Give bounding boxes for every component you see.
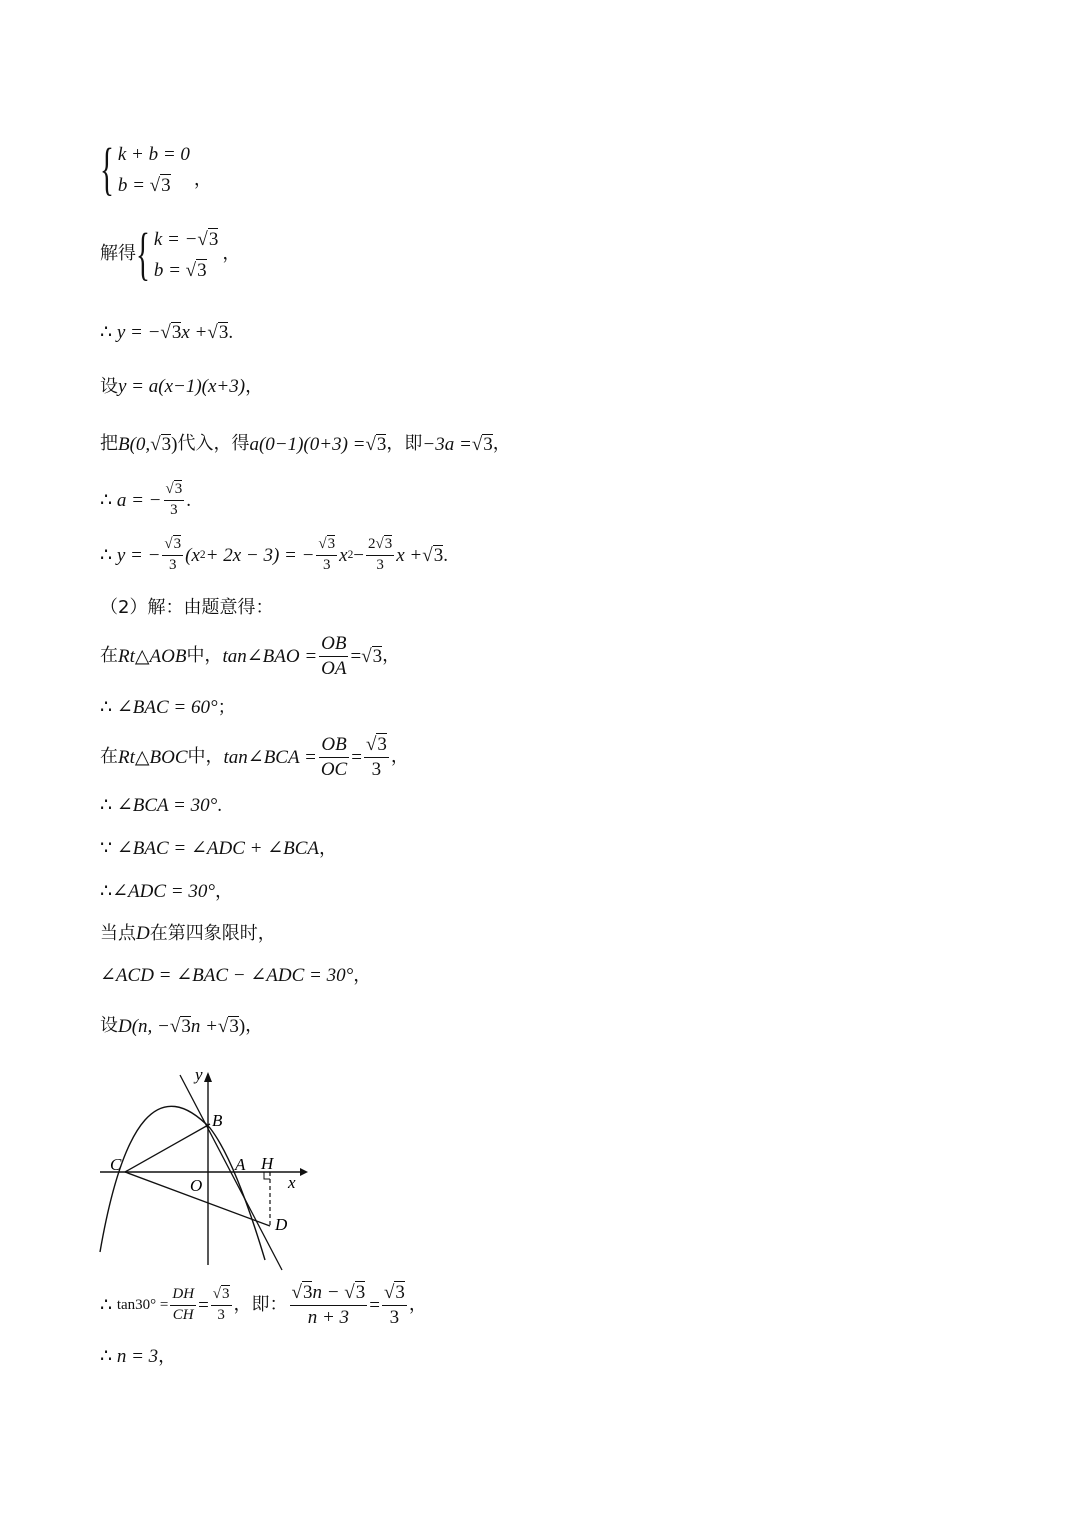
line-n-value	[100, 1347, 176, 1366]
expr: ∠BAC = ∠ADC + ∠BCA	[116, 838, 320, 859]
fraction	[319, 735, 349, 780]
fraction	[319, 634, 348, 679]
denominator: OA	[321, 657, 347, 679]
sqrt-radicand: 3	[218, 322, 229, 343]
line-tan-bao: 在 Rt△AOB 中， tan∠BAO = $\frac{OB}{OA}$ = √ 3 ，	[100, 633, 401, 679]
denominator: 3	[217, 1306, 225, 1323]
segment-cb	[125, 1124, 210, 1172]
expr: tan∠BAO =	[222, 645, 318, 667]
expr: )	[171, 433, 178, 455]
denominator: 3	[170, 501, 178, 518]
expr: D(n, −	[118, 1015, 170, 1037]
denominator: 3	[376, 556, 384, 573]
punct: .	[186, 489, 191, 511]
fraction: $\frac{2√3}{3}$	[368, 536, 393, 573]
system-row: k = −	[153, 229, 198, 250]
sqrt-radicand: 3	[222, 1286, 230, 1303]
line-set-parabola	[100, 377, 263, 396]
expr: D	[136, 923, 150, 944]
fraction: $\frac{√3n - √3}{n + 3}$	[291, 1282, 366, 1328]
label-y: y	[195, 1065, 203, 1084]
line-tan30	[100, 1283, 427, 1328]
expr: n = 3	[116, 1346, 159, 1367]
line-angle-sum	[100, 839, 337, 858]
sqrt-radicand: 3	[181, 1016, 191, 1037]
expr: x	[339, 544, 348, 566]
equation-system-1: { k + b = 0 b = √3 ，	[100, 136, 212, 201]
label-o: O	[190, 1176, 203, 1195]
expr: ∠ADC = 30°	[112, 881, 215, 902]
punct: .	[228, 321, 234, 343]
parabola-curve	[100, 1106, 265, 1260]
left-brace: {	[100, 136, 114, 201]
expr: x +	[181, 321, 208, 343]
sqrt-radicand: 3	[376, 434, 387, 455]
exponent: 2	[199, 548, 206, 561]
expr: a(0−1)(0+3) =	[249, 433, 366, 455]
y-axis-arrow	[204, 1072, 212, 1082]
coefficient: 2	[368, 536, 376, 552]
expr: tan30° =	[116, 1296, 169, 1313]
sqrt-radicand: 3	[327, 536, 336, 552]
therefore-symbol: ∴	[100, 697, 113, 718]
expr: x +	[396, 544, 423, 566]
right-angle-marker	[264, 1172, 270, 1179]
expr: )	[238, 1015, 246, 1037]
expr: =	[369, 1294, 380, 1316]
denominator: 3	[371, 758, 382, 780]
line-set-d: 设 D(n, − √ 3 n + √ 3 ) ，	[100, 1015, 264, 1037]
sqrt-radicand: 3	[174, 481, 183, 497]
label-h: H	[261, 1154, 274, 1173]
left-brace: {	[136, 221, 150, 286]
text: 在	[100, 645, 118, 667]
text: 中，	[186, 645, 223, 667]
system-row: b =	[117, 175, 150, 197]
numerator: DH	[170, 1287, 196, 1306]
sqrt-radicand: 3	[173, 536, 182, 552]
therefore-symbol: ∴	[100, 544, 113, 566]
therefore-symbol: ∴	[100, 1346, 113, 1367]
punct: ，	[319, 837, 338, 859]
denominator: 3	[169, 556, 177, 573]
fraction: $\frac{√3}{3}$	[318, 536, 336, 573]
expr: =	[351, 746, 362, 768]
therefore-symbol: ∴	[100, 795, 113, 816]
fraction: $\frac{√3}{3}$	[165, 481, 183, 518]
punct: ，	[408, 1294, 427, 1316]
fraction	[170, 1287, 196, 1324]
punct: ，	[158, 1345, 177, 1367]
punct: ，	[492, 433, 511, 454]
solve-label: 解得	[100, 243, 136, 265]
sqrt-radicand: 3	[302, 1282, 313, 1303]
sqrt-radicand: 3	[161, 175, 171, 197]
line-angle-adc	[100, 882, 233, 901]
label-d: D	[275, 1215, 288, 1234]
punct: ，	[245, 1015, 264, 1036]
expr: n +	[190, 1015, 218, 1037]
expr: ∠BCA = 30°	[116, 795, 218, 816]
because-symbol: ∵	[100, 838, 113, 859]
punct: ，	[222, 243, 241, 265]
expr: ∠ACD = ∠BAC − ∠ADC = 30°	[100, 965, 354, 986]
line-angle-acd	[100, 966, 371, 985]
expr: Rt△AOB	[118, 645, 187, 667]
x-axis-arrow	[300, 1168, 308, 1176]
text: 在	[100, 746, 118, 768]
expr: =	[198, 1294, 209, 1316]
text: 设	[100, 1015, 118, 1036]
line-a-value	[100, 482, 191, 519]
label-x: x	[288, 1173, 296, 1192]
therefore-symbol: ∴	[100, 489, 113, 511]
line-y-linear: ∴ y = − √ 3 x + √ 3 .	[100, 321, 234, 343]
sqrt-radicand: 3	[171, 322, 182, 343]
expr: −3a =	[422, 433, 472, 455]
expr: a = −	[116, 489, 162, 511]
text: 代入，得	[177, 433, 250, 454]
sqrt-radicand: 3	[161, 434, 172, 455]
numerator: OB	[319, 735, 348, 758]
label-b: B	[212, 1111, 223, 1130]
system-row: k + b = 0	[117, 144, 190, 165]
punct: .	[443, 544, 448, 566]
fraction: $\frac{√3}{3}$	[383, 1282, 405, 1328]
line-case-d	[100, 924, 276, 943]
label-a: A	[235, 1155, 246, 1174]
sqrt-radicand: 3	[433, 545, 444, 567]
denominator: 3	[389, 1306, 400, 1328]
geometry-figure	[95, 1060, 310, 1275]
text: ，即	[386, 433, 423, 454]
denominator: 3	[323, 556, 331, 573]
expr: y = a(x−1)(x+3)	[118, 376, 246, 397]
line-parabola-expanded: ∴ y = − $\frac{√3}{3}$ (x 2 + 2x − 3) = − $\frac{√3}{3}$ x 2 − $\frac{2√3}{3}$ x + √ 3 .	[100, 536, 448, 573]
sqrt-radicand: 3	[384, 536, 393, 552]
solution-system: 解得 { k = −√3 b = √3 ，	[100, 221, 241, 286]
exponent: 2	[347, 548, 354, 561]
expr: ∠BAC = 60°	[116, 697, 218, 718]
expr: + 2x − 3) = −	[205, 544, 315, 566]
text: 中，	[187, 746, 224, 768]
punct: ，	[353, 964, 372, 986]
expr: Rt△BOC	[118, 746, 188, 768]
line-tan-bca	[100, 735, 409, 780]
punct: ，	[214, 880, 233, 902]
expr: −	[353, 544, 365, 566]
sqrt-radicand: 3	[229, 1016, 239, 1037]
text: 当点	[100, 922, 136, 944]
expr: y = −	[116, 544, 161, 566]
sqrt-radicand: 3	[395, 1282, 405, 1303]
fraction: $\frac{√3}{3}$	[365, 734, 387, 780]
denominator: OC	[320, 758, 348, 780]
set-label: 设	[100, 375, 118, 397]
denominator: n + 3	[307, 1306, 350, 1328]
line-angle-bca	[100, 796, 222, 815]
sqrt-radicand: 3	[483, 434, 493, 455]
label-c: C	[110, 1155, 122, 1174]
fraction: $\frac{√3}{3}$	[212, 1286, 230, 1323]
therefore-symbol: ∴	[100, 881, 113, 902]
sqrt-radicand: 3	[355, 1282, 366, 1303]
expr: (x	[185, 544, 200, 566]
line-substitute-b: 把 B(0, √ 3 ) 代入，得 a(0−1)(0+3) = √ 3 ，即 −3a = √ 3 ，	[100, 433, 511, 455]
punct: ，	[245, 375, 264, 397]
system-row: b =	[153, 260, 186, 282]
text: 在第四象限时，	[149, 922, 276, 944]
punct: ，	[193, 169, 212, 191]
punct: ，	[390, 746, 409, 768]
expr: tan∠BCA =	[223, 746, 317, 768]
fraction: $\frac{√3}{3}$	[164, 536, 182, 573]
sqrt-radicand: 3	[197, 260, 207, 282]
expr: =	[350, 645, 362, 667]
punct: ；	[217, 696, 236, 718]
line-angle-bac	[100, 698, 236, 717]
therefore-symbol: ∴	[100, 321, 113, 343]
numerator: OB	[319, 634, 348, 657]
punct: ，	[382, 645, 401, 667]
sqrt-radicand: 3	[208, 229, 219, 250]
therefore-symbol: ∴	[100, 1294, 113, 1316]
expr: n −	[312, 1282, 345, 1303]
denominator: CH	[172, 1306, 194, 1323]
sqrt-radicand: 3	[377, 734, 387, 755]
part-2-heading: （2）解：由题意得：	[100, 597, 274, 618]
expr: y = −	[116, 321, 161, 343]
sqrt-radicand: 3	[372, 646, 383, 668]
expr: B(0,	[118, 433, 151, 455]
text: 把	[100, 433, 118, 454]
text: ，即：	[233, 1294, 288, 1316]
punct: .	[217, 795, 222, 816]
